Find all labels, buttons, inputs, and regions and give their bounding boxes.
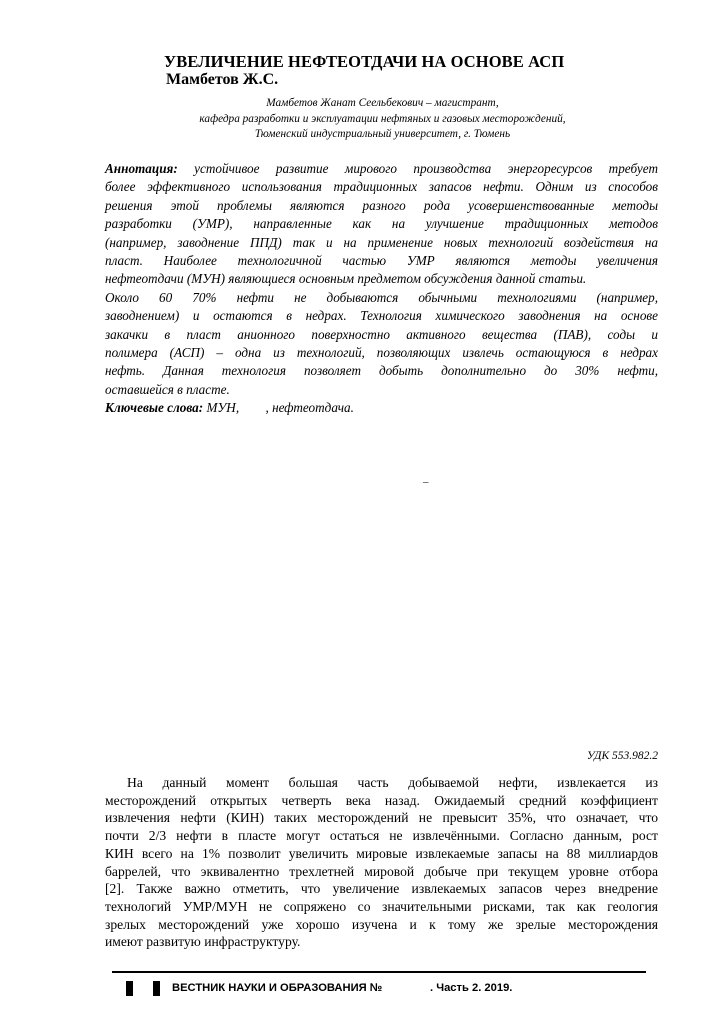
body-paragraph <box>105 774 658 951</box>
abstract-line: (например, заводнение ППД) так и на применение новых технологий воздействия на <box>105 234 658 250</box>
abstract-line: нефтеотдачи (МУН) являющиеся основным предметом обсуждения данной статьи. <box>105 271 587 287</box>
abstract-line: решения этой проблемы являются разного рода усовершенствованные методы <box>105 197 658 213</box>
abstract-line: пласт. Наиболее технологичной частью УМР являются методы увеличения <box>105 253 658 269</box>
affiliation-line: Мамбетов Жанат Сеельбекович – магистрант, <box>266 97 499 109</box>
body-line: почти 2/3 нефти в пласте могут остаться не извлечёнными. Согласно данным, рост <box>105 828 658 844</box>
body-line: технологий УМР/МУН не сопряжено со значительными рисками, так как геология <box>105 898 658 914</box>
abstract-line: заводнением) и остаются в недрах. Технология химического заводнения на основе <box>105 308 658 324</box>
affiliation-line: кафедра разработки и эксплуатации нефтяных и газовых месторождений, <box>199 113 566 125</box>
abstract-line: более эффективного использования традиционных запасов нефти. Одним из способов <box>105 179 658 195</box>
keywords-text: МУН, , нефтеотдача. <box>203 400 354 416</box>
footer-journal: ВЕСТНИК НАУКИ И ОБРАЗОВАНИЯ № <box>172 982 383 994</box>
abstract-line: закачки в пласт анионного поверхностно активного вещества (ПАВ), соды и <box>105 326 658 342</box>
abstract-line: оставшейся в пласте. <box>105 381 230 397</box>
body-line: месторождений открытых четверть века назад. Ожидаемый средний коэффициент <box>105 792 658 808</box>
body-line: [2]. Также важно отметить, что увеличение извлекаемых запасов через внедрение <box>105 881 658 897</box>
footer-marker <box>153 981 160 996</box>
abstract-label: Аннотация: <box>105 161 178 176</box>
body-line: извлечения нефти (КИН) таких месторождений не превысит 35%, что означает, что <box>105 810 658 826</box>
body-line: баррелей, что эквивалентно трехлетней мировой добыче при текущем уровне отбора <box>105 863 658 879</box>
author-name: Мамбетов Ж.С. <box>166 71 279 88</box>
udk-code: УДК 553.982.2 <box>586 750 658 762</box>
abstract-line: нефть. Данная технология позволяет добыть дополнительно до 30% нефти, <box>105 363 658 379</box>
keywords-label: Ключевые слова: <box>105 400 204 416</box>
footer-part: . Часть 2. 2019. <box>430 982 513 994</box>
abstract-line: Около 60 70% нефти не добываются обычными технологиями (например, <box>105 289 658 305</box>
dash-mark: – <box>423 476 429 488</box>
footer-divider <box>112 971 646 973</box>
body-line: зрелых месторождений уже хорошо изучена и к тому же зрелые месторождения <box>105 916 658 932</box>
body-line: имеют развитую инфраструктуру. <box>105 934 301 950</box>
affiliation-line: Тюменский индустриальный университет, г. Тюмень <box>254 128 511 140</box>
footer-marker <box>126 981 133 996</box>
keywords <box>105 399 658 417</box>
abstract-line: Аннотация: устойчивое развитие мирового производства энергоресурсов требует <box>105 161 658 176</box>
body-line: КИН всего на 1% позволит увеличить мировые извлекаемые запасы на 88 миллиардов <box>105 845 658 861</box>
article-title: УВЕЛИЧЕНИЕ НЕФТЕОТДАЧИ НА ОСНОВЕ АСП <box>164 52 565 71</box>
body-line: На данный момент большая часть добываемой нефти, извлекается из <box>127 775 658 790</box>
abstract <box>105 160 658 418</box>
abstract-line: разработки (УМР), направленные как на улучшение традиционных методов <box>105 216 658 232</box>
abstract-line: полимера (АСП) – одна из технологий, позволяющих извлечь остающуюся в недрах <box>105 345 658 361</box>
